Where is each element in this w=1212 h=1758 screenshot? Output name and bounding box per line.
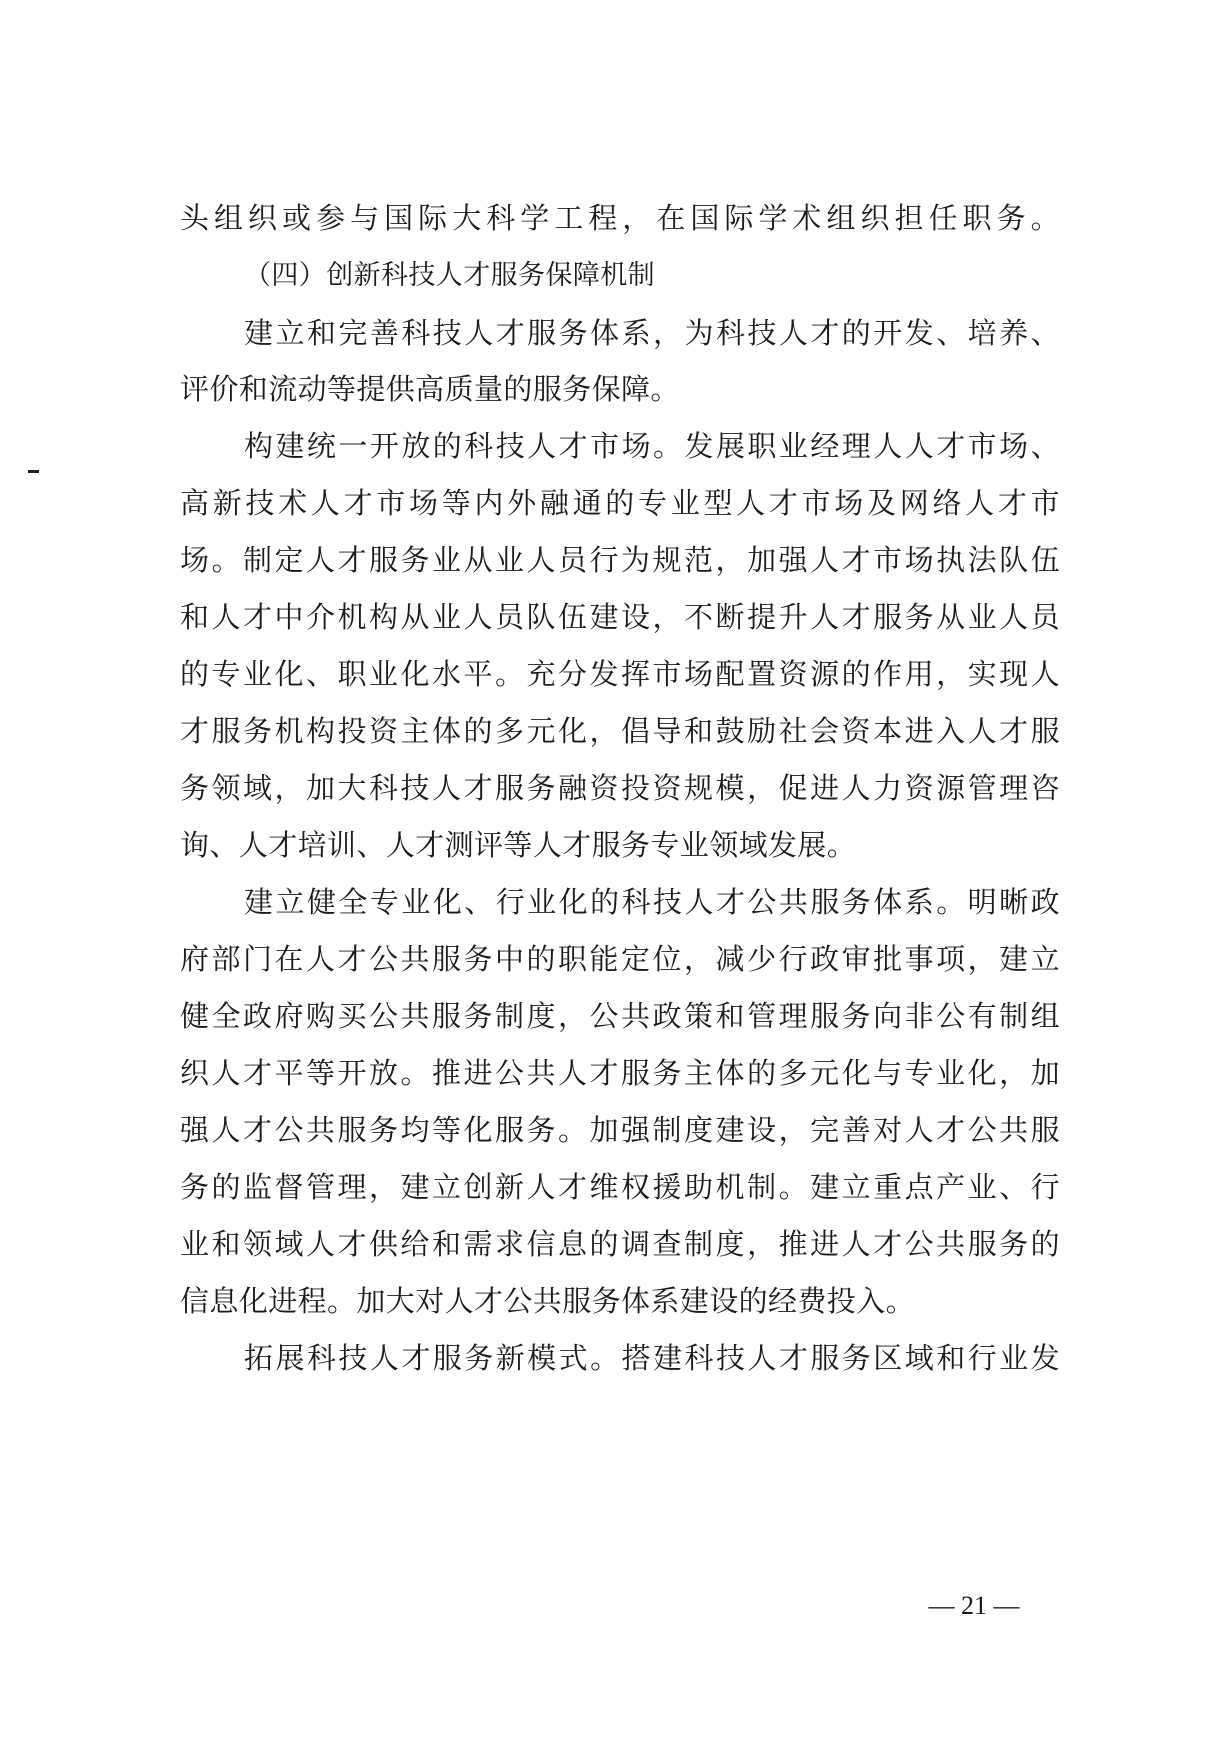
paragraph-3-line-6: 务的监督管理，建立创新人才维权援助机制。建立重点产业、行	[180, 1170, 1060, 1204]
text-line-continuation: 头组织或参与国际大科学工程，在国际学术组织担任职务。	[180, 201, 1060, 235]
paragraph-2-line-5: 的专业化、职业化水平。充分发挥市场配置资源的作用，实现人	[180, 657, 1060, 691]
paragraph-1-line-1: 建立和完善科技人才服务体系，为科技人才的开发、培养、	[244, 316, 1060, 350]
paragraph-3-line-3: 健全政府购买公共服务制度，公共政策和管理服务向非公有制组	[180, 999, 1060, 1033]
margin-mark	[28, 470, 39, 473]
paragraph-4-line-1: 拓展科技人才服务新模式。搭建科技人才服务区域和行业发	[244, 1341, 1060, 1375]
section-heading: （四）创新科技人才服务保障机制	[244, 260, 655, 291]
paragraph-3-line-5: 强人才公共服务均等化服务。加强制度建设，完善对人才公共服	[180, 1113, 1060, 1147]
paragraph-2-line-1: 构建统一开放的科技人才市场。发展职业经理人人才市场、	[244, 429, 1060, 463]
paragraph-2-line-8: 询、人才培训、人才测评等人才服务专业领域发展。	[180, 828, 857, 862]
page-number: — 21 —	[928, 1591, 1020, 1620]
paragraph-3-line-4: 织人才平等开放。推进公共人才服务主体的多元化与专业化，加	[180, 1056, 1060, 1090]
paragraph-2-line-2: 高新技术人才市场等内外融通的专业型人才市场及网络人才市	[180, 486, 1060, 520]
paragraph-3-line-1: 建立健全专业化、行业化的科技人才公共服务体系。明晰政	[244, 885, 1060, 919]
paragraph-2-line-6: 才服务机构投资主体的多元化，倡导和鼓励社会资本进入人才服	[180, 714, 1060, 748]
paragraph-3-line-2: 府部门在人才公共服务中的职能定位，减少行政审批事项，建立	[180, 942, 1060, 976]
paragraph-2-line-3: 场。制定人才服务业从业人员行为规范，加强人才市场执法队伍	[180, 543, 1060, 577]
paragraph-2-line-4: 和人才中介机构从业人员队伍建设，不断提升人才服务从业人员	[180, 600, 1060, 634]
paragraph-1-line-2: 评价和流动等提供高质量的服务保障。	[180, 372, 680, 406]
paragraph-3-line-8: 信息化进程。加大对人才公共服务体系建设的经费投入。	[180, 1284, 916, 1318]
paragraph-2-line-7: 务领域，加大科技人才服务融资投资规模，促进人力资源管理咨	[180, 771, 1060, 805]
paragraph-3-line-7: 业和领域人才供给和需求信息的调查制度，推进人才公共服务的	[180, 1227, 1060, 1261]
